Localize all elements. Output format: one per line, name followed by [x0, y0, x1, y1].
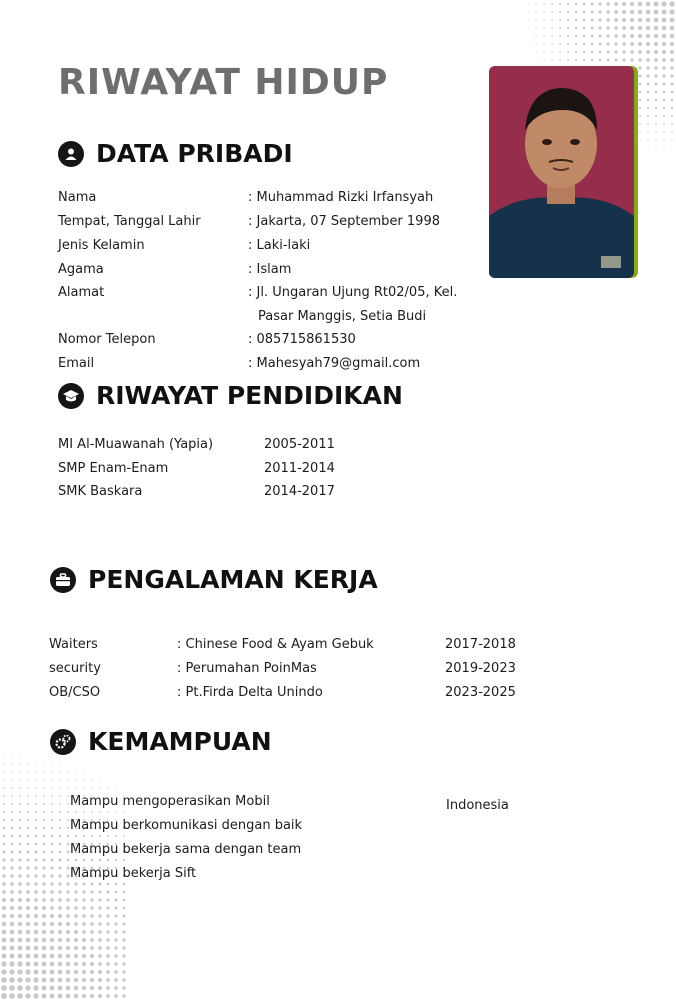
- personal-label: Jenis Kelamin: [58, 238, 145, 253]
- experience-years: 2017-2018: [445, 637, 516, 652]
- education-years: 2005-2011: [264, 437, 335, 452]
- experience-place: : Pt.Firda Delta Unindo: [177, 685, 323, 700]
- briefcase-icon: [50, 567, 76, 593]
- section-title: RIWAYAT PENDIDIKAN: [96, 381, 403, 410]
- experience-position: Waiters: [49, 637, 98, 652]
- skill-item: Mampu bekerja Sift: [70, 866, 197, 881]
- personal-value: : Mahesyah79@gmail.com: [248, 356, 421, 371]
- experience-position: security: [49, 661, 101, 676]
- experience-years: 2019-2023: [445, 661, 516, 676]
- personal-label: Nomor Telepon: [58, 332, 156, 347]
- education-years: 2011-2014: [264, 461, 335, 476]
- page-title: RIWAYAT HIDUP: [58, 62, 389, 103]
- gears-icon: [50, 729, 76, 755]
- personal-value: : Islam: [248, 262, 292, 277]
- section-kemampuan: [50, 727, 272, 756]
- education-school: SMP Enam-Enam: [58, 461, 169, 476]
- skill-item: Mampu berkomunikasi dengan baik: [70, 818, 303, 833]
- section-data-pribadi: [58, 139, 293, 168]
- user-icon: [58, 141, 84, 167]
- personal-value: : 085715861530: [248, 332, 356, 347]
- personal-value: : Jl. Ungaran Ujung Rt02/05, Kel.: [248, 285, 458, 300]
- section-title: DATA PRIBADI: [96, 139, 293, 168]
- experience-place: : Perumahan PoinMas: [177, 661, 317, 676]
- experience-years: 2023-2025: [445, 685, 516, 700]
- section-title: PENGALAMAN KERJA: [88, 565, 378, 594]
- personal-value: : Laki-laki: [248, 238, 311, 253]
- skill-item: Mampu mengoperasikan Mobil: [70, 794, 270, 809]
- personal-label: Email: [58, 356, 95, 371]
- personal-value: Pasar Manggis, Setia Budi: [258, 309, 427, 324]
- section-pengalaman: [50, 565, 378, 594]
- personal-label: Alamat: [58, 285, 105, 300]
- experience-position: OB/CSO: [49, 685, 101, 700]
- education-school: MI Al-Muawanah (Yapia): [58, 437, 214, 452]
- education-years: 2014-2017: [264, 484, 335, 499]
- personal-label: Tempat, Tanggal Lahir: [58, 214, 201, 229]
- language-item: Indonesia: [446, 798, 509, 813]
- personal-label: Nama: [58, 190, 97, 205]
- graduation-cap-icon: [58, 383, 84, 409]
- personal-value: : Jakarta, 07 September 1998: [248, 214, 440, 229]
- experience-place: : Chinese Food & Ayam Gebuk: [177, 637, 374, 652]
- personal-label: Agama: [58, 262, 104, 277]
- section-pendidikan: [58, 381, 403, 410]
- personal-value: : Muhammad Rizki Irfansyah: [248, 190, 434, 205]
- section-title: KEMAMPUAN: [88, 727, 272, 756]
- education-school: SMK Baskara: [58, 484, 143, 499]
- skill-item: Mampu bekerja sama dengan team: [70, 842, 302, 857]
- profile-photo: [489, 66, 634, 278]
- dot-pattern-bottom-left: [0, 720, 130, 1000]
